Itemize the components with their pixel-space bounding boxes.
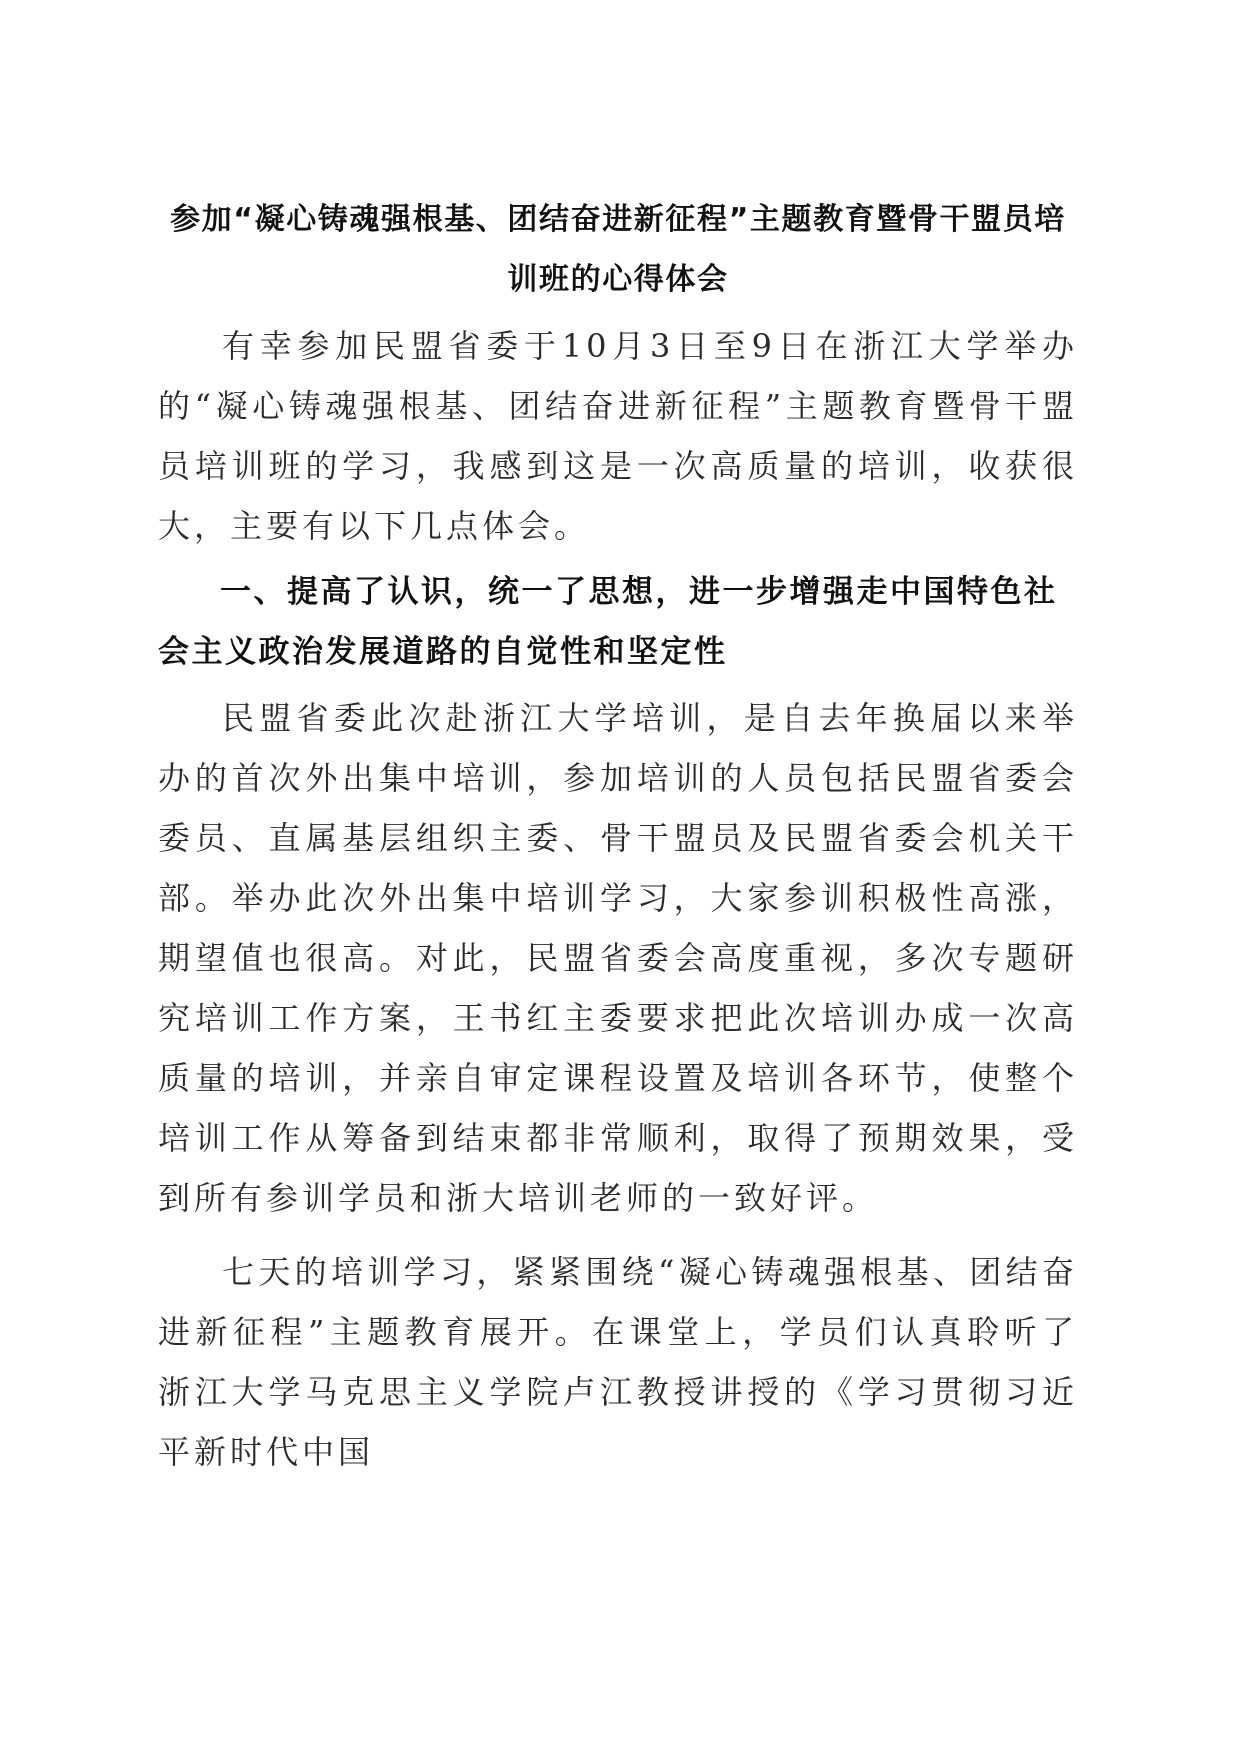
intro-paragraph: 有幸参加民盟省委于10月3日至9日在浙江大学举办的“凝心铸魂强根基、团结奋进新征程”主题教育暨骨干盟员培训班的学习，我感到这是一次高质量的培训，收获很大，主要有以下几点体会。 [158, 327, 1078, 545]
section-1-paragraph-2: 七天的培训学习，紧紧围绕“凝心铸魂强根基、团结奋进新征程”主题教育展开。在课堂上，学员们认真聆听了浙江大学马克思主义学院卢江教授讲授的《学习贯彻习近平新时代中国 [158, 1253, 1078, 1471]
document-body [158, 190, 1078, 1482]
section-1-heading: 一、提高了认识，统一了思想，进一步增强走中国特色社会主义政治发展道路的自觉性和坚定性 [158, 574, 1058, 670]
section-1-paragraph-1: 民盟省委此次赴浙江大学培训，是自去年换届以来举办的首次外出集中培训，参加培训的人员包括民盟省委会委员、直属基层组织主委、骨干盟员及民盟省委会机关干部。举办此次外出集中培训学习，大家参训积极性高涨，期望值也很高。对此，民盟省委会高度重视，多次专题研究培训工作方案，王书红主委要求把此次培训办成一次高质量的培训，并亲自审定课程设置及培训各环节，使整个培训工作从筹备到结束都非常顺利，取得了预期效果，受到所有参训学员和浙大培训老师的一致好评。 [158, 699, 1078, 1217]
document-title: 参加“凝心铸魂强根基、团结奋进新征程”主题教育暨骨干盟员培训班的心得体会 [170, 202, 1066, 297]
